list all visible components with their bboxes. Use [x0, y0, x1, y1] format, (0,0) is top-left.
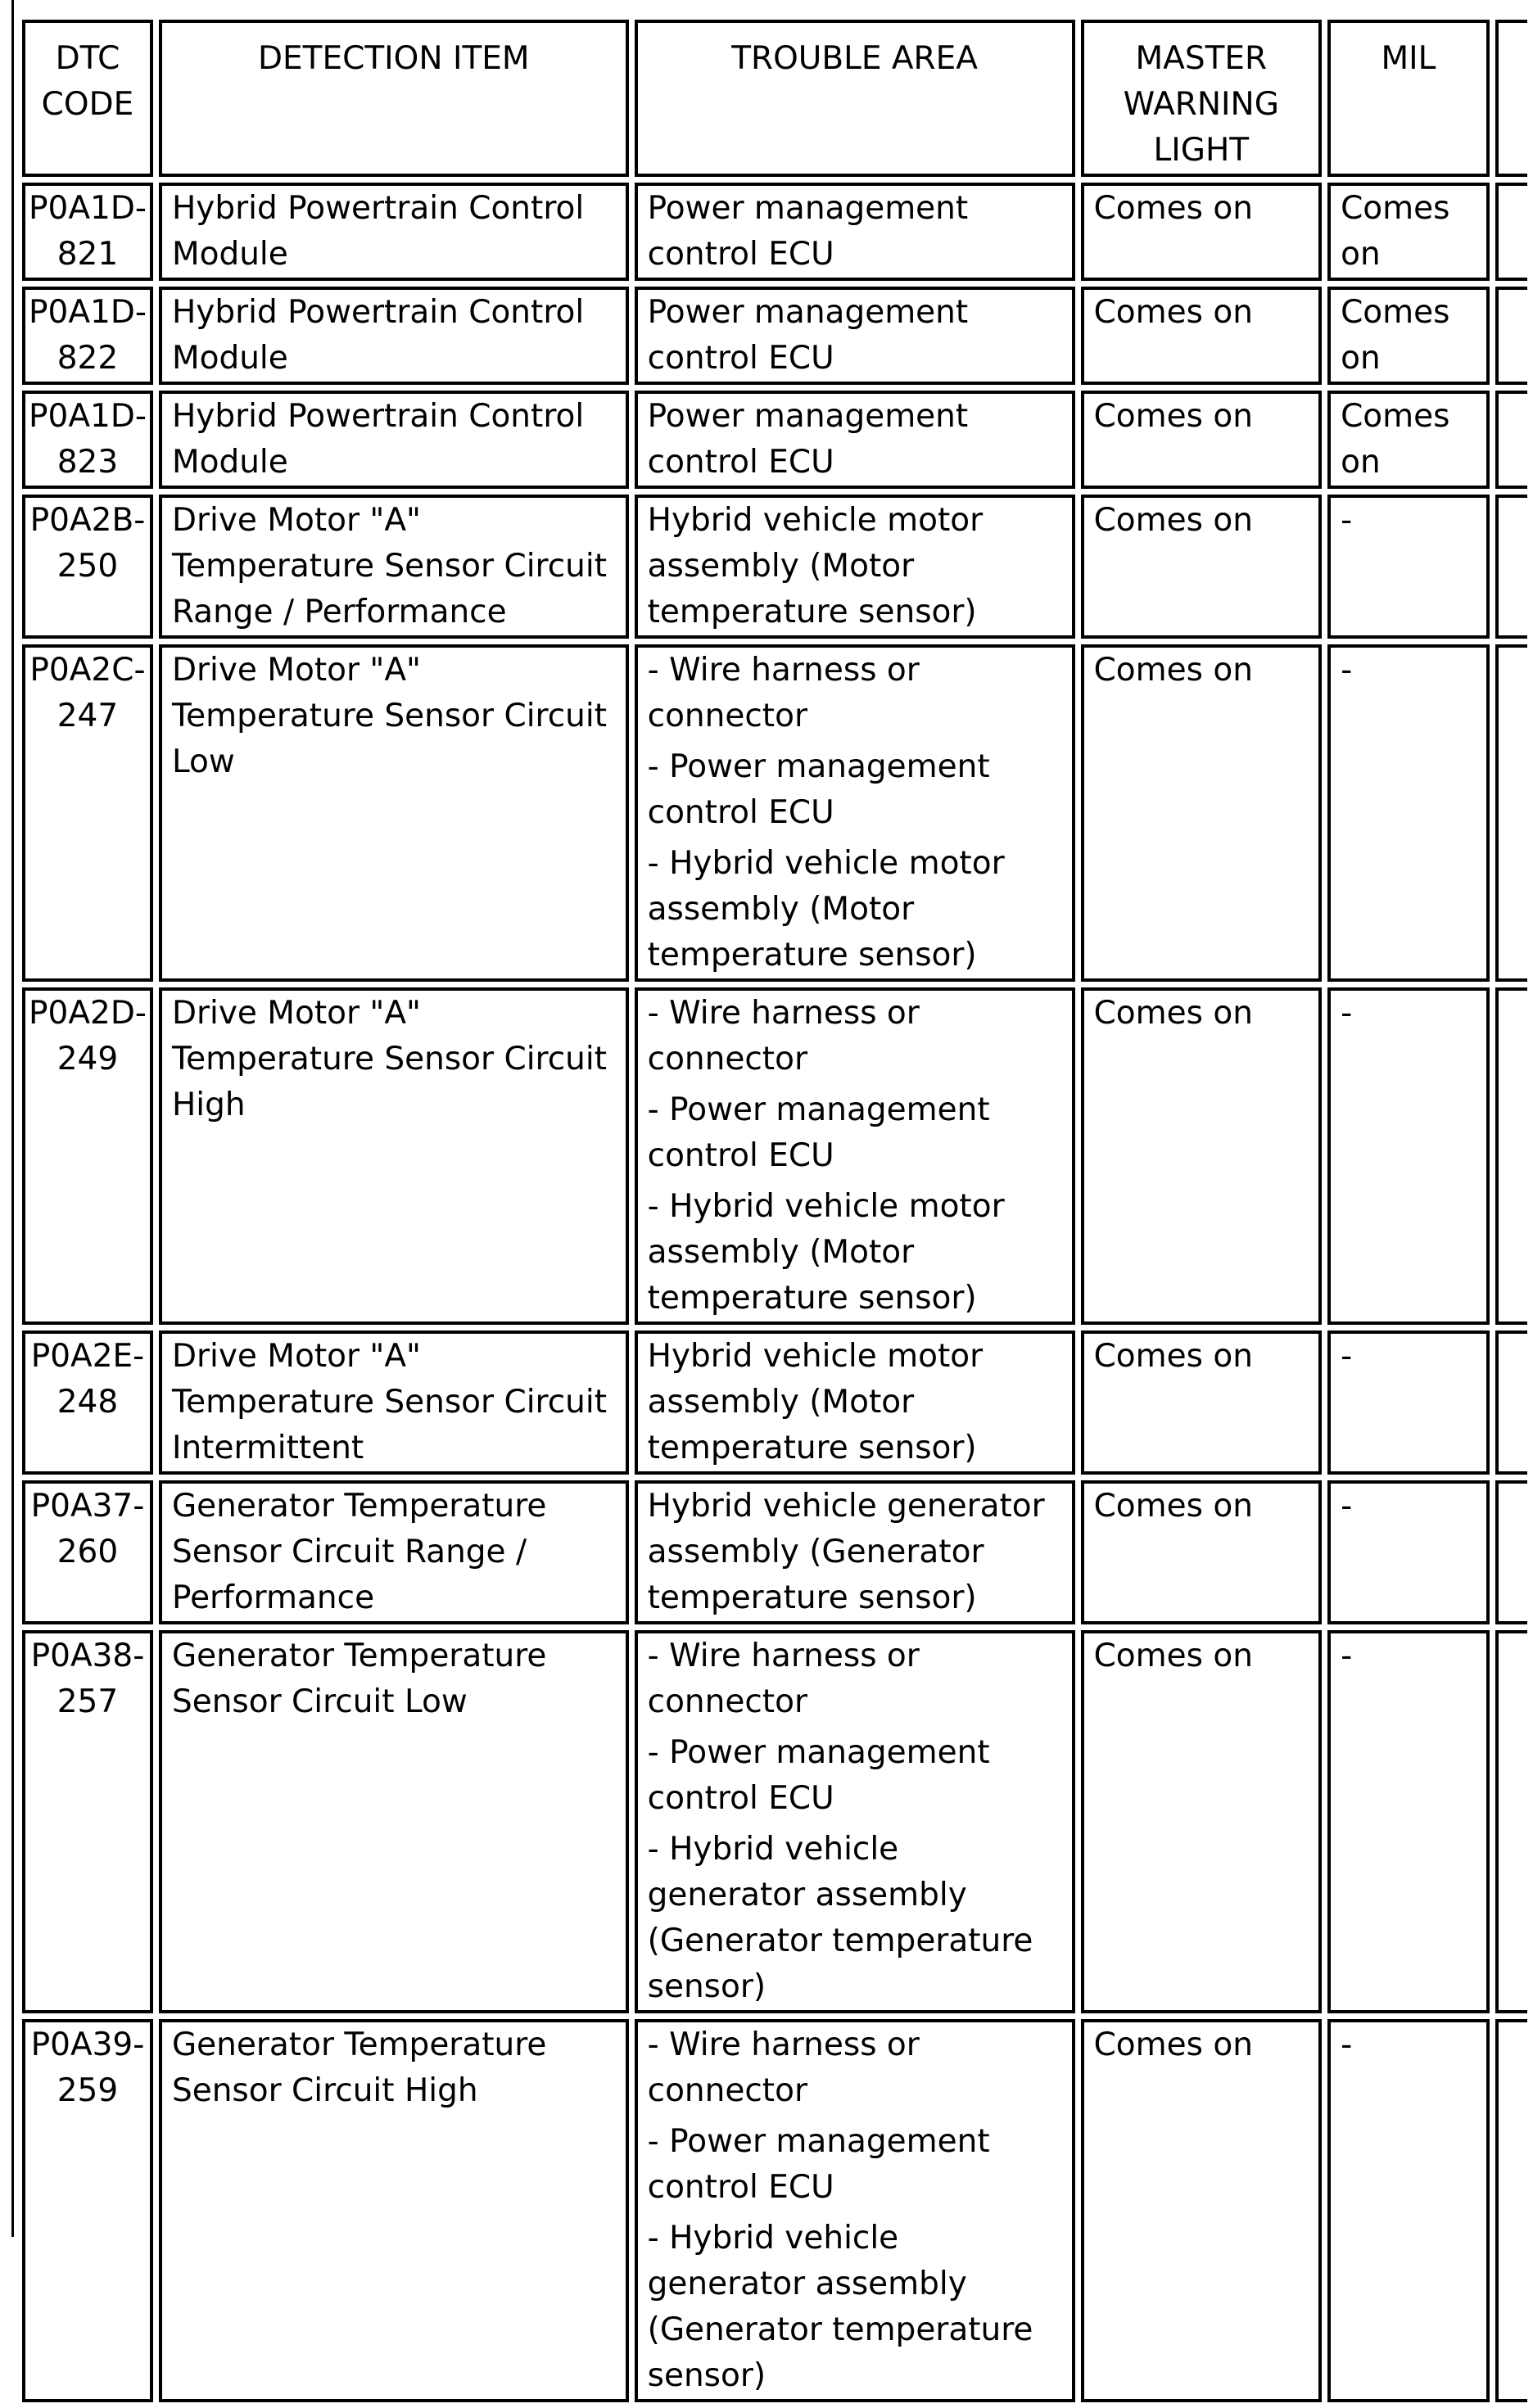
dtc-code-prefix: P0A39-	[30, 2026, 145, 2063]
dtc-code-cell	[22, 1480, 153, 1624]
dtc-code-suffix: 823	[57, 444, 119, 481]
header-mil: MIL	[1327, 20, 1490, 177]
dtc-code-suffix: 259	[57, 2072, 119, 2109]
next-column-cell	[1495, 2019, 1527, 2402]
trouble-area-line: - Power management control ECU	[647, 748, 990, 831]
dtc-code-prefix: P0A2E-	[30, 1338, 145, 1375]
trouble-area-line: - Power management control ECU	[647, 1091, 990, 1174]
next-column-cell	[1495, 644, 1527, 982]
dtc-code-suffix: 257	[57, 1683, 119, 1720]
trouble-area-line: - Wire harness or connector	[647, 995, 920, 1078]
next-column-cell	[1495, 391, 1527, 489]
detection-item-cell: Hybrid Powertrain Control Module	[159, 183, 629, 281]
trouble-area-cell	[635, 1330, 1075, 1475]
table-row	[22, 287, 1527, 385]
dtc-code-cell	[22, 1330, 153, 1475]
table-row	[22, 644, 1527, 982]
dtc-code-prefix: P0A1D-	[29, 190, 147, 227]
trouble-area-cell	[635, 2019, 1075, 2402]
table-row	[22, 1330, 1527, 1475]
header-dtc-code	[22, 20, 153, 177]
trouble-area-cell	[635, 391, 1075, 489]
dtc-code-suffix: 247	[57, 698, 119, 734]
table-row	[22, 495, 1527, 639]
dtc-code-cell	[22, 495, 153, 639]
header-row	[22, 20, 1527, 177]
trouble-area-cell	[635, 1480, 1075, 1624]
header-detection-item: DETECTION ITEM	[159, 20, 629, 177]
master-warning-light-cell: Comes on	[1081, 2019, 1323, 2402]
header-master-warning-line: MASTER	[1135, 40, 1268, 77]
table-row	[22, 1480, 1527, 1624]
header-master-warning-light	[1081, 20, 1323, 177]
dtc-code-cell	[22, 987, 153, 1325]
next-column-cell	[1495, 987, 1527, 1325]
trouble-area-line: Power management control ECU	[647, 294, 969, 377]
trouble-area-line: Power management control ECU	[647, 398, 969, 481]
trouble-area-line: - Wire harness or connector	[647, 2026, 920, 2109]
dtc-code-cell	[22, 1630, 153, 2013]
trouble-area-line: - Wire harness or connector	[647, 652, 920, 734]
header-master-warning-line: WARNING	[1123, 86, 1279, 123]
table-row	[22, 183, 1527, 281]
dtc-code-suffix: 250	[57, 548, 119, 585]
trouble-area-line: - Hybrid vehicle generator assembly (Generator temperature sensor)	[647, 2220, 1033, 2394]
trouble-area-line: Hybrid vehicle generator assembly (Generator temperature sensor)	[647, 1488, 1045, 1616]
trouble-area-line: - Power management control ECU	[647, 1734, 990, 1817]
trouble-area-cell	[635, 1630, 1075, 2013]
dtc-code-prefix: P0A2C-	[29, 652, 146, 689]
detection-item-cell: Drive Motor "A" Temperature Sensor Circuit Range / Performance	[159, 495, 629, 639]
dtc-code-prefix: P0A2B-	[29, 502, 146, 539]
mil-cell: Comes on	[1327, 287, 1490, 385]
mil-cell: -	[1327, 987, 1490, 1325]
trouble-area-cell	[635, 987, 1075, 1325]
detection-item-cell: Generator Temperature Sensor Circuit High	[159, 2019, 629, 2402]
trouble-area-line: - Wire harness or connector	[647, 1638, 920, 1720]
detection-item-cell: Generator Temperature Sensor Circuit Low	[159, 1630, 629, 2013]
header-dtc-code-line: CODE	[41, 86, 134, 123]
table-row	[22, 391, 1527, 489]
mil-cell: Comes on	[1327, 391, 1490, 489]
dtc-code-suffix: 249	[57, 1041, 119, 1078]
dtc-code-prefix: P0A1D-	[29, 294, 147, 331]
detection-item-cell: Drive Motor "A" Temperature Sensor Circuit Low	[159, 644, 629, 982]
mil-cell: -	[1327, 644, 1490, 982]
page-left-rule	[11, 0, 14, 2237]
master-warning-light-cell: Comes on	[1081, 183, 1323, 281]
dtc-code-prefix: P0A1D-	[29, 398, 147, 435]
dtc-code-prefix: P0A2D-	[29, 995, 147, 1032]
trouble-area-line: - Hybrid vehicle motor assembly (Motor temperature sensor)	[647, 845, 1005, 974]
header-master-warning-line: LIGHT	[1153, 132, 1250, 169]
dtc-code-cell	[22, 391, 153, 489]
trouble-area-cell	[635, 495, 1075, 639]
mil-cell: -	[1327, 1630, 1490, 2013]
detection-item-cell: Hybrid Powertrain Control Module	[159, 287, 629, 385]
trouble-area-cell	[635, 287, 1075, 385]
detection-item-cell: Drive Motor "A" Temperature Sensor Circuit High	[159, 987, 629, 1325]
next-column-cell	[1495, 1630, 1527, 2013]
mil-cell: Comes on	[1327, 183, 1490, 281]
master-warning-light-cell: Comes on	[1081, 391, 1323, 489]
trouble-area-cell	[635, 183, 1075, 281]
dtc-code-suffix: 822	[57, 340, 119, 377]
dtc-table	[16, 14, 1533, 2408]
dtc-code-suffix: 260	[57, 1534, 119, 1570]
dtc-code-cell	[22, 2019, 153, 2402]
trouble-area-line: - Hybrid vehicle motor assembly (Motor temperature sensor)	[647, 1188, 1005, 1317]
dtc-code-suffix: 821	[57, 236, 119, 273]
master-warning-light-cell: Comes on	[1081, 1480, 1323, 1624]
next-column-cell	[1495, 1330, 1527, 1475]
mil-cell: -	[1327, 495, 1490, 639]
trouble-area-line: - Hybrid vehicle generator assembly (Generator temperature sensor)	[647, 1831, 1033, 2005]
mil-cell: -	[1327, 1480, 1490, 1624]
table-row	[22, 2019, 1527, 2402]
trouble-area-cell	[635, 644, 1075, 982]
dtc-code-cell	[22, 644, 153, 982]
next-column-cell	[1495, 495, 1527, 639]
next-column-cell	[1495, 183, 1527, 281]
header-next-column	[1495, 20, 1527, 177]
header-trouble-area: TROUBLE AREA	[635, 20, 1075, 177]
trouble-area-line: Hybrid vehicle motor assembly (Motor temperature sensor)	[647, 1338, 984, 1466]
dtc-code-cell	[22, 183, 153, 281]
dtc-code-cell	[22, 287, 153, 385]
master-warning-light-cell: Comes on	[1081, 495, 1323, 639]
detection-item-cell: Hybrid Powertrain Control Module	[159, 391, 629, 489]
trouble-area-line: Power management control ECU	[647, 190, 969, 273]
mil-cell: -	[1327, 2019, 1490, 2402]
dtc-code-prefix: P0A38-	[30, 1638, 145, 1674]
dtc-code-prefix: P0A37-	[30, 1488, 145, 1525]
master-warning-light-cell: Comes on	[1081, 644, 1323, 982]
next-column-cell	[1495, 287, 1527, 385]
detection-item-cell: Generator Temperature Sensor Circuit Range / Performance	[159, 1480, 629, 1624]
trouble-area-line: - Power management control ECU	[647, 2123, 990, 2206]
master-warning-light-cell: Comes on	[1081, 1330, 1323, 1475]
mil-cell: -	[1327, 1330, 1490, 1475]
master-warning-light-cell: Comes on	[1081, 987, 1323, 1325]
next-column-cell	[1495, 1480, 1527, 1624]
detection-item-cell: Drive Motor "A" Temperature Sensor Circuit Intermittent	[159, 1330, 629, 1475]
table-row	[22, 1630, 1527, 2013]
trouble-area-line: Hybrid vehicle motor assembly (Motor temperature sensor)	[647, 502, 984, 630]
header-dtc-code-line: DTC	[55, 40, 120, 77]
table-row	[22, 987, 1527, 1325]
master-warning-light-cell: Comes on	[1081, 1630, 1323, 2013]
master-warning-light-cell: Comes on	[1081, 287, 1323, 385]
dtc-code-suffix: 248	[57, 1384, 119, 1421]
